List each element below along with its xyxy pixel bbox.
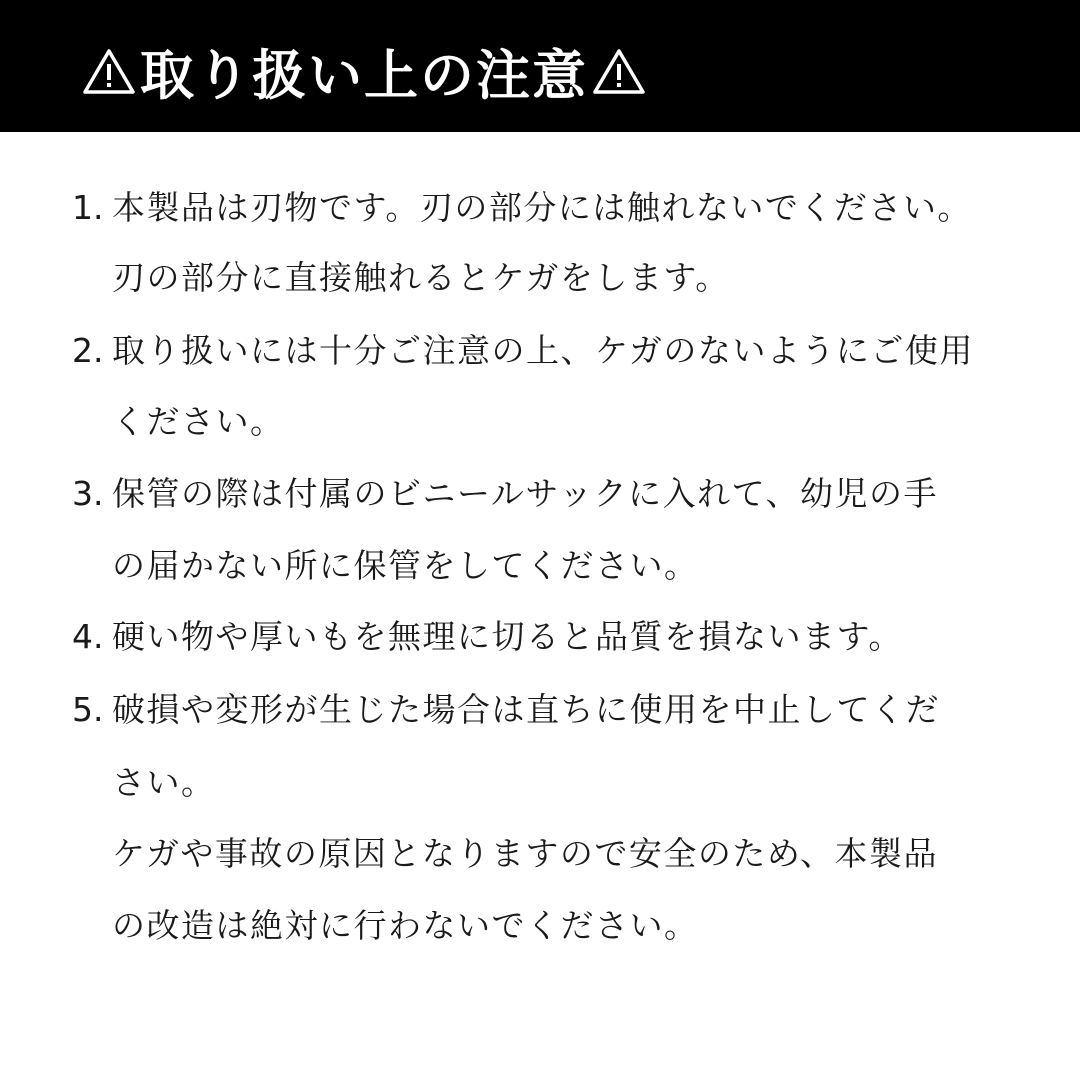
note-line: 破損や変形が生じた場合は直ちに使用を中止してくだ [112,690,940,729]
note-line: さい。 [112,763,216,802]
note-number: 2. [72,331,104,370]
note-line: 本製品は刃物です。刃の部分には触れないでください。 [112,188,972,227]
note-number: 4. [72,617,104,656]
note-line: の届かない所に保管をしてください。 [112,546,699,585]
note-line: 硬い物や厚いもを無理に切ると品質を損ないます。 [112,617,903,656]
note-number: 3. [72,474,104,513]
note-line: ケガや事故の原因となりますので安全のため、本製品 [112,834,939,873]
page-title [78,36,650,106]
warning-triangle-icon [592,47,646,95]
note-line: の改造は絶対に行わないでください。 [112,906,699,945]
note-number: 1. [72,188,104,227]
note-line: 保管の際は付属のビニールサックに入れて、幼児の手 [112,474,939,513]
header-bar [0,0,1080,132]
note-line: ください。 [112,402,285,441]
note-line: 刃の部分に直接触れるとケガをします。 [112,258,730,297]
warning-triangle-icon [82,47,136,95]
note-line: 取り扱いには十分ご注意の上、ケガのないようにご使用 [112,331,974,370]
title-text: 取り扱い上の注意 [140,43,588,107]
note-number: 5. [72,690,104,729]
